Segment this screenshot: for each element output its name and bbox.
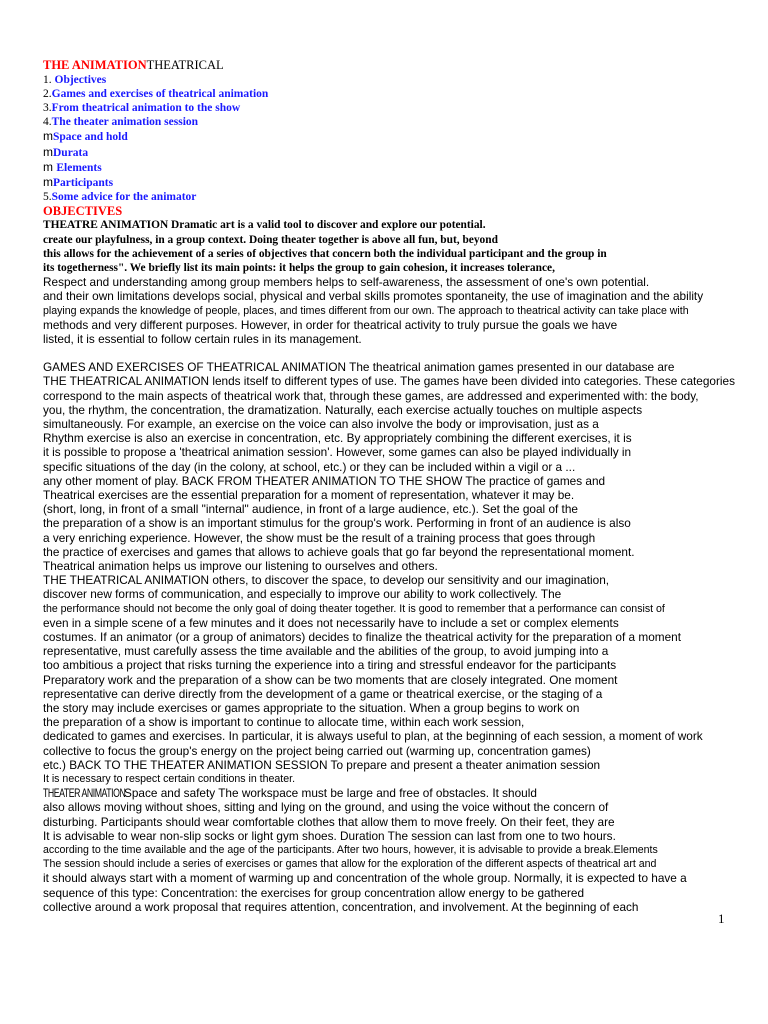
toc-item-link[interactable]: Objectives bbox=[54, 73, 107, 86]
toc-item[interactable] bbox=[43, 115, 765, 129]
text-line: THE THEATRICAL ANIMATION lends itself to different types of use. The games have been divided into categories. These categories bbox=[43, 374, 735, 389]
page-number: 1 bbox=[718, 911, 725, 926]
text-line: correspond to the main aspects of theatrical work that, through these games, are addressed and experimented with: the body, bbox=[43, 388, 699, 403]
paragraph-gap bbox=[43, 346, 765, 360]
toc-item-link[interactable]: Durata bbox=[53, 146, 89, 159]
condensed-heading: THEATER ANIMATION bbox=[43, 786, 126, 801]
bold-intro-line: THEATRE ANIMATION Dramatic art is a valid tool to discover and explore our potential. bbox=[43, 219, 486, 232]
text-line: Respect and understanding among group members helps to self-awareness, the assessment of one's own potential. bbox=[43, 275, 650, 290]
toc-item-link[interactable]: The theater animation session bbox=[51, 116, 199, 129]
text-line: The session should include a series of exercises or games that allow for the exploration of the different aspects of theatrical art and bbox=[43, 858, 657, 871]
text-line: representative can derive directly from the development of a game or theatrical exercise, or the staging of a bbox=[43, 686, 603, 701]
text-line: disturbing. Participants should wear comfortable clothes that allow them to move freely. On their feet, they are bbox=[43, 814, 615, 829]
title-rest-part: THEATRICAL bbox=[146, 58, 224, 72]
text-line: Theatrical animation helps us improve our listening to ourselves and others. bbox=[43, 559, 438, 573]
text-line: (short, long, in front of a small "internal" audience, in front of a large audience, etc.). Set the goal of the bbox=[43, 502, 578, 517]
text-line: the preparation of a show is important to continue to allocate time, within each work session, bbox=[43, 715, 525, 730]
text-line: dedicated to games and exercises. In particular, it is always useful to plan, at the beginning of each session, a moment of work bbox=[43, 729, 703, 744]
text-line: it is possible to propose a 'theatrical animation session'. However, some games can also be played individually in bbox=[43, 445, 632, 460]
text-line: Theatrical exercises are the essential preparation for a moment of representation, whatever it may be. bbox=[43, 487, 575, 502]
toc-item[interactable] bbox=[43, 129, 765, 144]
text-line: the performance should not become the only goal of doing theater together. It is good to remember that a performance can consist of bbox=[43, 602, 665, 615]
title-red-part: THE ANIMATION bbox=[43, 58, 147, 72]
toc-item-number: 2. bbox=[43, 87, 52, 100]
text-line: Rhythm exercise is also an exercise in concentration, etc. By appropriately combining the different exercises, it is bbox=[43, 431, 632, 446]
text-line: any other moment of play. BACK FROM THEATER ANIMATION TO THE SHOW The practice of games and bbox=[43, 473, 606, 488]
text-line: the preparation of a show is an important stimulus for the group's work. Performing in front of an audience is also bbox=[43, 516, 631, 531]
text-line: collective to focus the group's energy on the project being carried out (warming up, concentration games) bbox=[43, 743, 591, 758]
toc-item-number: 1. bbox=[43, 73, 55, 86]
paragraph-3 bbox=[43, 800, 765, 914]
text-line: according to the time available and the age of the participants. After two hours, however, it is advisable to provide a break.Elements bbox=[43, 844, 658, 857]
text-line: methods and very different purposes. However, in order for theatrical activity to truly pursue the goals we have bbox=[43, 317, 618, 332]
text-line: too ambitious a project that risks turning the experience into a tiring and stressful endeavor for the participants bbox=[43, 658, 617, 673]
text-line: It is advisable to wear non-slip socks or light gym shoes. Duration The session can last from one to two hours. bbox=[43, 828, 616, 843]
text-line: playing expands the knowledge of people, places, and times different from our own. The approach to theatrical activity can take place with bbox=[43, 304, 689, 317]
text-line: THE THEATRICAL ANIMATION others, to discover the space, to develop our sensitivity and our imagination, bbox=[43, 573, 610, 588]
toc-item-number: m bbox=[43, 159, 57, 174]
text-line: costumes. If an animator (or a group of animators) decides to finalize the theatrical activity for the preparation of a moment bbox=[43, 630, 681, 645]
text-line: GAMES AND EXERCISES OF THEATRICAL ANIMATION The theatrical animation games presented in our database are bbox=[43, 360, 675, 375]
text-line: you, the rhythm, the concentration, the dramatization. Naturally, each exercise actually touches on multiple aspects bbox=[43, 402, 643, 417]
toc-item[interactable] bbox=[43, 101, 765, 115]
bold-intro-line: create our playfulness, in a group context. Doing theater together is above all fun, but, beyond bbox=[43, 233, 498, 246]
text-line: collective around a work proposal that requires attention, concentration, and involvement. At the beginning of each bbox=[43, 899, 639, 914]
toc-item-number: 4. bbox=[43, 116, 52, 129]
toc-item-link[interactable]: Participants bbox=[53, 176, 114, 189]
paragraph-2 bbox=[43, 360, 765, 786]
text-line: the practice of exercises and games that allows to achieve goals that go far beyond the representational moment. bbox=[43, 544, 635, 559]
bold-intro-line: its togetherness". We briefly list its main points: it helps the group to gain cohesion, it increases tolerance, bbox=[43, 261, 555, 274]
toc-item[interactable] bbox=[43, 87, 765, 101]
toc-item[interactable] bbox=[43, 145, 765, 160]
document-page bbox=[43, 58, 765, 914]
toc-item-link[interactable]: Elements bbox=[56, 161, 102, 174]
bold-intro-line: this allows for the achievement of a series of objectives that concern both the individual participant and the group in bbox=[43, 247, 607, 260]
toc-item[interactable] bbox=[43, 190, 765, 204]
objectives-heading: OBJECTIVES bbox=[43, 204, 123, 219]
table-of-contents bbox=[43, 73, 765, 205]
text-line: also allows moving without shoes, sitting and lying on the ground, and using the voice without the concern of bbox=[43, 800, 609, 815]
text-line: etc.) BACK TO THE THEATER ANIMATION SESSION To prepare and present a theater animation session bbox=[43, 757, 601, 772]
toc-item-number: m bbox=[43, 174, 53, 189]
text-line: discover new forms of communication, and especially to improve our ability to work collectively. The bbox=[43, 587, 562, 602]
text-line: a very enriching experience. However, the show must be the result of a training process that goes through bbox=[43, 530, 596, 545]
text-line: It is necessary to respect certain conditions in theater. bbox=[43, 773, 296, 786]
text-line: specific situations of the day (in the colony, at school, etc.) or they can be included within a vigil or a ... bbox=[43, 459, 576, 474]
toc-item-number: m bbox=[43, 144, 53, 159]
bold-intro bbox=[43, 218, 765, 275]
text-line: sequence of this type: Concentration: the exercises for group concentration allow energy to be gathered bbox=[43, 885, 585, 900]
toc-item-number: 5. bbox=[43, 191, 52, 204]
space-safety-text: Space and safety The workspace must be large and free of obstacles. It should bbox=[124, 786, 537, 801]
toc-item-link[interactable]: Some advice for the animator bbox=[51, 191, 197, 204]
text-line: representative, must carefully assess the time available and the abilities of the group, to avoid jumping into a bbox=[43, 644, 609, 659]
toc-item-number: m bbox=[43, 129, 53, 144]
toc-item[interactable] bbox=[43, 175, 765, 190]
text-line: and their own limitations develops social, physical and verbal skills promotes spontaneity, the use of imagination and the ability bbox=[43, 289, 704, 304]
text-line: it should always start with a moment of warming up and concentration of the whole group. Normally, it is expected to have a bbox=[43, 871, 687, 886]
toc-item[interactable] bbox=[43, 73, 765, 87]
text-line: simultaneously. For example, an exercise on the voice can also involve the body or improvisation, just as a bbox=[43, 416, 599, 431]
toc-item-link[interactable]: From theatrical animation to the show bbox=[51, 101, 241, 114]
toc-item-link[interactable]: Games and exercises of theatrical animation bbox=[51, 87, 269, 100]
toc-item-link[interactable]: Space and hold bbox=[53, 131, 128, 144]
toc-item-number: 3. bbox=[43, 101, 52, 114]
document-title bbox=[43, 58, 765, 73]
text-line: even in a simple scene of a few minutes and it does not necessarily have to include a set or complex elements bbox=[43, 615, 619, 630]
text-line: the story may include exercises or games appropriate to the situation. When a group begins to work on bbox=[43, 701, 580, 716]
paragraph-1 bbox=[43, 275, 765, 346]
space-safety-line bbox=[43, 786, 765, 800]
text-line: Preparatory work and the preparation of a show can be two moments that are closely integrated. One moment bbox=[43, 672, 618, 687]
text-line: listed, it is essential to follow certain rules in its management. bbox=[43, 331, 362, 346]
toc-item[interactable] bbox=[43, 160, 765, 175]
